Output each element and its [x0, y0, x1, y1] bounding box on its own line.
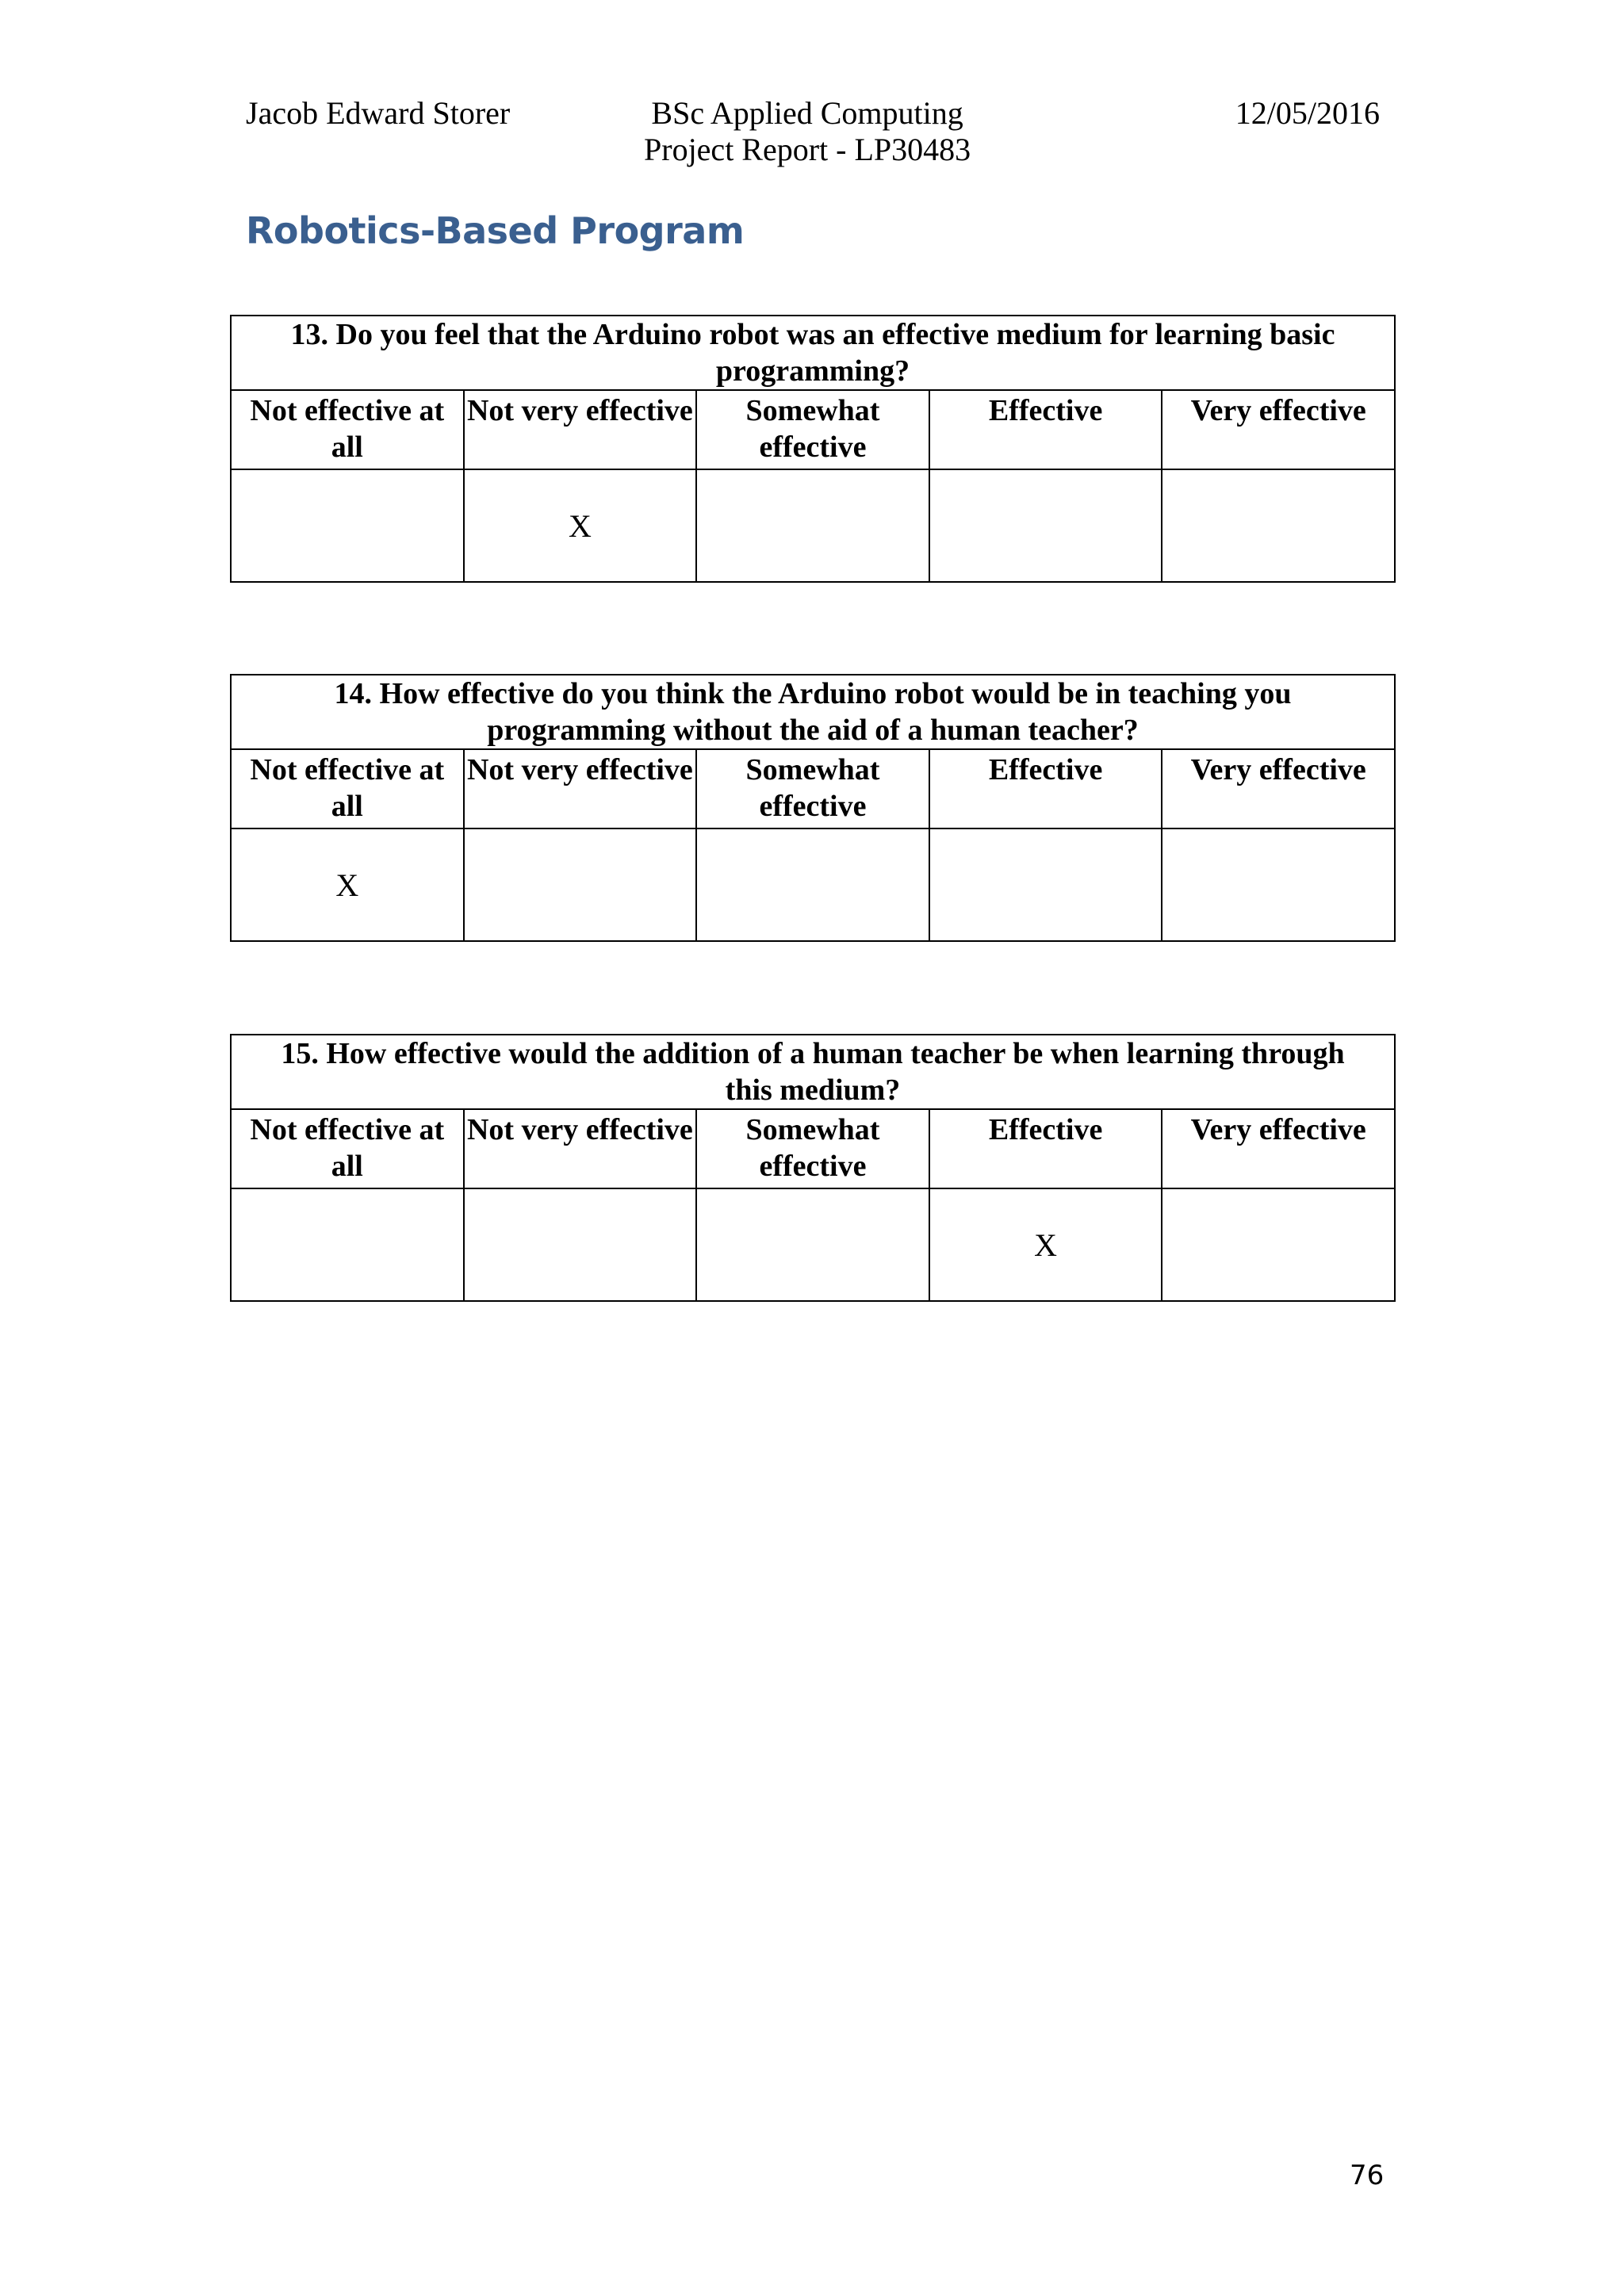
option-header: Effective	[929, 749, 1162, 828]
survey-table-q14	[230, 674, 1396, 942]
survey-table-q13	[230, 315, 1396, 583]
answer-cell	[1162, 1188, 1395, 1301]
header-date: 12/05/2016	[1235, 95, 1380, 131]
section-title: Robotics-Based Program	[246, 209, 745, 252]
question-text: 15. How effective would the addition of a human teacher be when learning through this medium?	[231, 1035, 1395, 1109]
answer-cell	[1162, 828, 1395, 941]
answer-cell	[696, 1188, 929, 1301]
option-header: Not very effective	[464, 1109, 697, 1188]
option-header: Very effective	[1162, 749, 1395, 828]
answer-cell	[231, 1188, 464, 1301]
answer-cell	[696, 469, 929, 582]
option-header: Somewhat effective	[696, 390, 929, 469]
question-text: 14. How effective do you think the Arduino robot would be in teaching you programming without the aid of a human teacher?	[231, 675, 1395, 749]
page-number: 76	[1350, 2160, 1385, 2191]
page-header	[246, 95, 1380, 174]
answer-cell: X	[231, 828, 464, 941]
question-text: 13. Do you feel that the Arduino robot was an effective medium for learning basic programming?	[231, 316, 1395, 390]
option-header: Effective	[929, 390, 1162, 469]
answer-cell	[464, 828, 697, 941]
option-header: Not very effective	[464, 390, 697, 469]
answer-cell: X	[929, 1188, 1162, 1301]
option-header: Not effective at all	[231, 749, 464, 828]
answer-cell: X	[464, 469, 697, 582]
option-header: Not effective at all	[231, 1109, 464, 1188]
answer-cell	[696, 828, 929, 941]
answer-cell	[929, 828, 1162, 941]
answer-cell	[464, 1188, 697, 1301]
option-header: Somewhat effective	[696, 1109, 929, 1188]
survey-table-q15	[230, 1034, 1396, 1302]
header-course-line2: Project Report - LP30483	[644, 132, 971, 167]
option-header: Very effective	[1162, 1109, 1395, 1188]
header-course-line1: BSc Applied Computing	[651, 95, 963, 131]
answer-cell	[1162, 469, 1395, 582]
option-header: Effective	[929, 1109, 1162, 1188]
option-header: Very effective	[1162, 390, 1395, 469]
answer-cell	[929, 469, 1162, 582]
option-header: Somewhat effective	[696, 749, 929, 828]
header-course	[644, 95, 971, 168]
option-header: Not very effective	[464, 749, 697, 828]
answer-cell	[231, 469, 464, 582]
option-header: Not effective at all	[231, 390, 464, 469]
header-author: Jacob Edward Storer	[246, 95, 511, 131]
